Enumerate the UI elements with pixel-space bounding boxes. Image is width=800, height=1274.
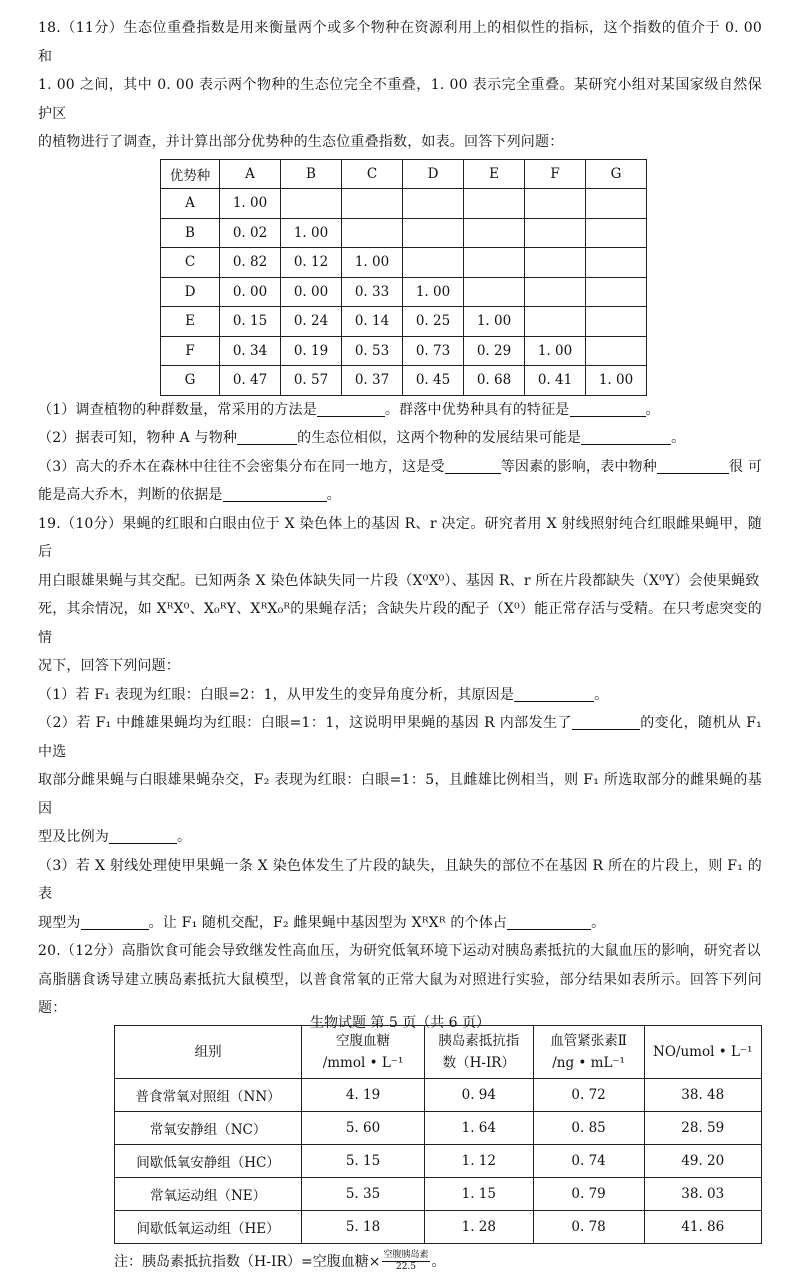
table-cell: B bbox=[161, 218, 220, 248]
q19-sub-2-line-3: 型及比例为 。 bbox=[38, 829, 192, 845]
table-cell: 0. 68 bbox=[464, 366, 525, 396]
table-row bbox=[115, 1111, 762, 1144]
table-cell: G bbox=[586, 159, 647, 189]
answer-blank[interactable] bbox=[572, 713, 640, 730]
q18-sub-3-cont: 能是高大乔木，判断的依据是 。 bbox=[38, 487, 341, 503]
table-header-row bbox=[115, 1025, 762, 1078]
table-cell: 间歇低氧运动组（HE） bbox=[115, 1210, 302, 1243]
table-cell bbox=[586, 307, 647, 337]
table-cell bbox=[281, 189, 342, 219]
table-cell: 0. 45 bbox=[403, 366, 464, 396]
table-header-cell: NO/umol • L⁻¹ bbox=[644, 1025, 761, 1078]
table-row bbox=[115, 1210, 762, 1243]
table-cell: 0. 37 bbox=[342, 366, 403, 396]
table-cell: 普食常氧对照组（NN） bbox=[115, 1078, 302, 1111]
table-cell bbox=[464, 218, 525, 248]
table-cell: D bbox=[161, 277, 220, 307]
table-row bbox=[115, 1144, 762, 1177]
answer-blank[interactable] bbox=[657, 457, 729, 474]
table-cell: 0. 82 bbox=[220, 248, 281, 278]
table-header-cell: 组别 bbox=[115, 1025, 302, 1078]
table-cell: 0. 57 bbox=[281, 366, 342, 396]
q18-intro-line-3: 的植物进行了调查，并计算出部分优势种的生态位重叠指数，如表。回答下列问题： bbox=[38, 134, 564, 150]
answer-blank[interactable] bbox=[317, 400, 385, 417]
table-cell: E bbox=[464, 159, 525, 189]
table-cell: 38. 48 bbox=[644, 1078, 761, 1111]
table-cell: 0. 53 bbox=[342, 336, 403, 366]
q19-sub-2: （2）若 F₁ 中雌雄果蝇均为红眼：白眼=1：1，这说明甲果蝇的基因 R 内部发生了 的变化，随机从 F₁ 中选 bbox=[38, 715, 762, 760]
table-cell bbox=[525, 307, 586, 337]
q18-sub-1: （1）调查植物的种群数量，常采用的方法是 。群落中优势种具有的特征是 。 bbox=[38, 401, 660, 418]
table-cell bbox=[464, 248, 525, 278]
table-row bbox=[161, 189, 647, 219]
table-cell: 38. 03 bbox=[644, 1177, 761, 1210]
table-cell: 0. 25 bbox=[403, 307, 464, 337]
table-header-row bbox=[161, 159, 647, 189]
table-cell bbox=[525, 277, 586, 307]
answer-blank[interactable] bbox=[445, 457, 501, 474]
table-cell: C bbox=[161, 248, 220, 278]
q18-sub-3: （3）高大的乔木在森林中往往不会密集分布在同一地方，这是受 等因素的影响，表中物种 很 可 bbox=[38, 458, 762, 475]
table-cell: 0. 00 bbox=[281, 277, 342, 307]
table-cell bbox=[464, 189, 525, 219]
table-cell bbox=[525, 248, 586, 278]
table-cell bbox=[403, 248, 464, 278]
table-cell: D bbox=[403, 159, 464, 189]
table-cell: 0. 34 bbox=[220, 336, 281, 366]
table-cell: 1. 12 bbox=[424, 1144, 533, 1177]
answer-blank[interactable] bbox=[507, 913, 591, 930]
table-cell: A bbox=[220, 159, 281, 189]
table-cell bbox=[464, 277, 525, 307]
q18-intro-line-2: 1. 00 之间，其中 0. 00 表示两个物种的生态位完全不重叠，1. 00 表示完全重叠。某研究小组对某国家级自然保护区 bbox=[38, 77, 762, 122]
q19-intro-line-4: 况下，回答下列问题： bbox=[38, 658, 180, 674]
answer-blank[interactable] bbox=[581, 428, 671, 445]
q18-intro-line-1: 18.（11分）生态位重叠指数是用来衡量两个或多个物种在资源利用上的相似性的指标，这个指数的值介于 0. 00 和 bbox=[38, 20, 762, 65]
q19-intro-line-3: 死，其余情况，如 XᴿX⁰、X₀ᴿY、XᴿX₀ᴿ的果蝇存活；含缺失片段的配子（X⁰）能正常存活与受精。在只考虑突变的情 bbox=[38, 601, 762, 646]
table-cell: 1. 64 bbox=[424, 1111, 533, 1144]
answer-blank[interactable] bbox=[514, 685, 594, 702]
table-cell: 0. 24 bbox=[281, 307, 342, 337]
q19-sub-3: （3）若 X 射线处理使甲果蝇一条 X 染色体发生了片段的缺失，且缺失的部位不在基因 R 所在的片段上，则 F₁ 的表 bbox=[38, 857, 762, 902]
table-cell: 优势种 bbox=[161, 159, 220, 189]
question-19 bbox=[38, 510, 762, 938]
q20-intro-line-2: 高脂膳食诱导建立胰岛素抵抗大鼠模型，以普食常氧的正常大鼠为对照进行实验，部分结果如表所示。回答下列问题： bbox=[38, 971, 762, 1016]
table-cell: 1. 00 bbox=[403, 277, 464, 307]
fraction: $\frac{\text{空腹胰岛素}}{22.5}$ bbox=[383, 1250, 429, 1272]
table-cell: 0. 79 bbox=[533, 1177, 644, 1210]
answer-blank[interactable] bbox=[81, 913, 149, 930]
table-cell bbox=[586, 218, 647, 248]
table-cell: 0. 15 bbox=[220, 307, 281, 337]
table-cell: 1. 00 bbox=[464, 307, 525, 337]
table-header-cell: 血管紧张素Ⅱ /ng • mL⁻¹ bbox=[533, 1025, 644, 1078]
table-cell: 41. 86 bbox=[644, 1210, 761, 1243]
table-cell: 0. 94 bbox=[424, 1078, 533, 1111]
table-cell: 0. 14 bbox=[342, 307, 403, 337]
table-row bbox=[161, 307, 647, 337]
q20-intro-line-1: 20.（12分）高脂饮食可能会导致继发性高血压，为研究低氧环境下运动对胰岛素抵抗的大鼠血压的影响，研究者以 bbox=[38, 943, 761, 959]
q19-intro-line-1: 19.（10分）果蝇的红眼和白眼由位于 X 染色体上的基因 R、r 决定。研究者用 X 射线照射纯合红眼雌果蝇甲，随后 bbox=[38, 515, 762, 560]
table-cell: F bbox=[525, 159, 586, 189]
table-cell: 1. 00 bbox=[342, 248, 403, 278]
table-cell bbox=[342, 218, 403, 248]
table-cell: 5. 18 bbox=[302, 1210, 425, 1243]
table-cell: 1. 00 bbox=[220, 189, 281, 219]
q19-sub-2-line-2: 取部分雌果蝇与白眼雄果蝇杂交，F₂ 表现为红眼：白眼=1：5，且雌雄比例相当，则 F₁ 所选取部分的雌果蝇的基因 bbox=[38, 772, 762, 817]
table-cell: 1. 00 bbox=[586, 366, 647, 396]
q19-sub-1: （1）若 F₁ 表现为红眼：白眼=2：1，从甲发生的变异角度分析，其原因是 。 bbox=[38, 686, 609, 703]
table-cell: 1. 28 bbox=[424, 1210, 533, 1243]
table-cell: G bbox=[161, 366, 220, 396]
table-cell: 0. 29 bbox=[464, 336, 525, 366]
table-cell: 49. 20 bbox=[644, 1144, 761, 1177]
table-row bbox=[161, 336, 647, 366]
question-20 bbox=[38, 937, 762, 1274]
table-cell: 0. 85 bbox=[533, 1111, 644, 1144]
q18-sub-2: （2）据表可知，物种 A 与物种 的生态位相似，这两个物种的发展结果可能是 。 bbox=[38, 430, 686, 446]
table-cell: 1. 15 bbox=[424, 1177, 533, 1210]
table-cell: A bbox=[161, 189, 220, 219]
answer-blank[interactable] bbox=[570, 400, 646, 417]
table-cell: 1. 00 bbox=[281, 218, 342, 248]
table-row bbox=[161, 218, 647, 248]
table-cell: F bbox=[161, 336, 220, 366]
table-cell: 0. 74 bbox=[533, 1144, 644, 1177]
table-header-cell: 空腹血糖 /mmol • L⁻¹ bbox=[302, 1025, 425, 1078]
table-cell bbox=[586, 248, 647, 278]
table-row bbox=[161, 277, 647, 307]
question-18 bbox=[38, 14, 762, 510]
table-cell: E bbox=[161, 307, 220, 337]
table-cell bbox=[342, 189, 403, 219]
table-header-cell: 胰岛素抵抗指 数（H-IR） bbox=[424, 1025, 533, 1078]
table-cell: 0. 78 bbox=[533, 1210, 644, 1243]
q19-sub-3-line-2: 现型为 。让 F₁ 随机交配，F₂ 雌果蝇中基因型为 XᴿXᴿ 的个体占 。 bbox=[38, 914, 606, 931]
table-cell: 0. 00 bbox=[220, 277, 281, 307]
answer-blank[interactable] bbox=[223, 485, 327, 502]
page-footer: 生物试题 第 5 页（共 6 页） bbox=[309, 1015, 491, 1031]
exam-page bbox=[38, 14, 762, 1274]
table-cell: 0. 73 bbox=[403, 336, 464, 366]
table-row bbox=[115, 1177, 762, 1210]
table-cell: 间歇低氧安静组（HC） bbox=[115, 1144, 302, 1177]
answer-blank[interactable] bbox=[109, 827, 177, 844]
table-cell bbox=[403, 189, 464, 219]
table-cell: 0. 33 bbox=[342, 277, 403, 307]
table-cell bbox=[586, 336, 647, 366]
table-cell: 1. 00 bbox=[525, 336, 586, 366]
table-cell: 0. 47 bbox=[220, 366, 281, 396]
table-row bbox=[161, 248, 647, 278]
table-cell: C bbox=[342, 159, 403, 189]
table-cell bbox=[403, 218, 464, 248]
blood-pressure-table bbox=[114, 1025, 762, 1244]
table-cell: 5. 15 bbox=[302, 1144, 425, 1177]
table-cell: 常氧安静组（NC） bbox=[115, 1111, 302, 1144]
table-cell bbox=[525, 218, 586, 248]
table-cell bbox=[586, 189, 647, 219]
table-note: 注：胰岛素抵抗指数（H-IR）=空腹血糖× $\frac{\text{空腹胰岛素}}{22.5}$ 。 bbox=[114, 1250, 446, 1272]
table-cell bbox=[586, 277, 647, 307]
table-cell: 0. 41 bbox=[525, 366, 586, 396]
table-cell: B bbox=[281, 159, 342, 189]
table-cell: 0. 19 bbox=[281, 336, 342, 366]
table-cell: 5. 60 bbox=[302, 1111, 425, 1144]
answer-blank[interactable] bbox=[237, 428, 297, 445]
table-cell: 4. 19 bbox=[302, 1078, 425, 1111]
q19-intro-line-2: 用白眼雄果蝇与其交配。已知两条 X 染色体缺失同一片段（X⁰X⁰）、基因 R、r 所在片段都缺失（X⁰Y）会使果蝇致 bbox=[38, 572, 760, 589]
table-cell: 0. 72 bbox=[533, 1078, 644, 1111]
table-cell: 28. 59 bbox=[644, 1111, 761, 1144]
table-cell: 常氧运动组（NE） bbox=[115, 1177, 302, 1210]
niche-overlap-table bbox=[160, 159, 647, 396]
table-cell: 0. 12 bbox=[281, 248, 342, 278]
table-cell: 5. 35 bbox=[302, 1177, 425, 1210]
table-cell bbox=[525, 189, 586, 219]
table-row bbox=[161, 366, 647, 396]
table-cell: 0. 02 bbox=[220, 218, 281, 248]
table-row bbox=[115, 1078, 762, 1111]
